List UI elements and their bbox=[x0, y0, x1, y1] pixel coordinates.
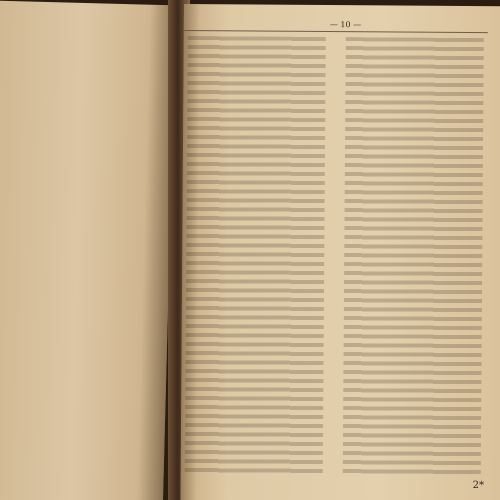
signature-mark: 2* bbox=[472, 480, 485, 492]
page-number: — 10 — bbox=[329, 20, 362, 30]
right-page bbox=[181, 4, 500, 500]
running-head bbox=[184, 18, 488, 33]
dictionary-column-right bbox=[343, 37, 484, 476]
dictionary-column-left bbox=[185, 36, 326, 475]
left-page bbox=[0, 0, 176, 500]
